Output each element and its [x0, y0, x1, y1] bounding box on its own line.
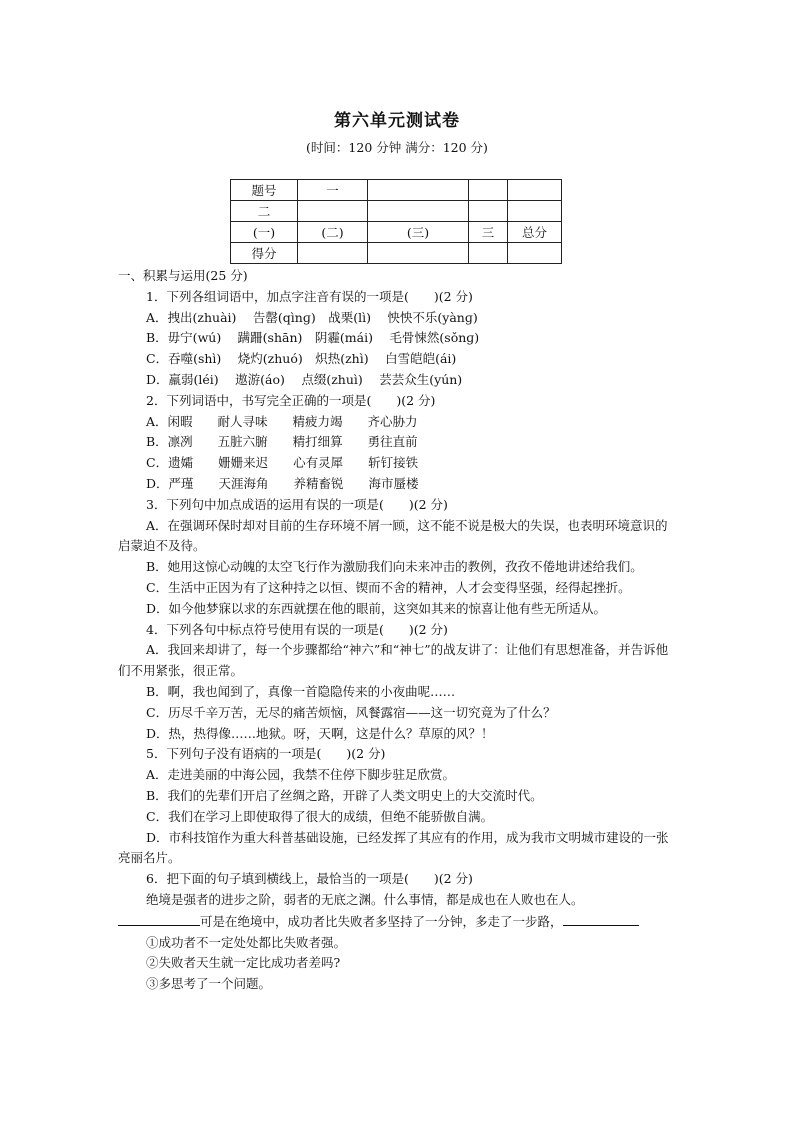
question-5-option-b: B．我们的先辈们开启了丝绸之路，开辟了人类文明史上的大交流时代。 [146, 787, 543, 803]
exam-content [118, 266, 676, 995]
table-cell: 三 [469, 222, 508, 243]
table-row [231, 243, 562, 264]
table-row [231, 201, 562, 222]
section-heading: 一、积累与运用(25 分) [118, 268, 248, 283]
question-2-stem: 2．下列词语中，书写完全正确的一项是( )(2 分) [146, 392, 436, 408]
answer-blank[interactable] [118, 911, 200, 926]
question-4-option-c: C．历尽千辛万苦，无尽的痛苦烦恼，风餐露宿——这一切究竟为了什么？ [146, 704, 556, 720]
table-cell [368, 243, 469, 264]
table-cell: 总分 [508, 222, 562, 243]
table-cell: (二) [298, 222, 368, 243]
question-6-stem: 6．把下面的句子填到横线上，最恰当的一项是( )(2 分) [146, 871, 473, 887]
question-2-option-b: B．凛冽 五脏六腑 精打细算 勇往直前 [146, 434, 418, 450]
table-cell [368, 201, 469, 222]
question-1-option-a: A．拽出(zhuài) 告罄(qìnɡ) 战栗(lì) 怏怏不乐(yànɡ) [146, 309, 478, 325]
question-3-option-c: C．生活中正因为有了这种持之以恒、锲而不舍的精神，人才会变得坚强，经得起挫折。 [146, 579, 631, 595]
question-1-stem: 1．下列各组词语中，加点字注音有误的一项是( )(2 分) [146, 288, 473, 304]
exam-subtitle: (时间：120 分钟 满分：120 分) [306, 140, 488, 155]
question-6-item-1: ①成功者不一定处处都比失败者强。 [146, 934, 347, 950]
question-6-item-2: ②失败者天生就一定比成功者差吗? [146, 955, 341, 971]
question-6-passage: 绝境是强者的进步之阶，弱者的无底之渊。什么事情，都是成也在人败也在人。 [146, 891, 584, 907]
question-4-option-b: B．啊，我也闻到了，真像一首隐隐传来的小夜曲呢…… [146, 683, 456, 699]
table-cell [469, 180, 508, 201]
question-1-option-c: C．吞噬(shì) 烧灼(zhuó) 炽热(zhì) 白雪皑皑(ái) [146, 351, 457, 367]
table-cell [508, 201, 562, 222]
question-5-option-a: A．走进美丽的中海公园，我禁不住停下脚步驻足欣赏。 [146, 767, 456, 783]
table-cell: 题号 [231, 180, 298, 201]
question-6-item-3: ③多思考了一个问题。 [146, 976, 272, 992]
question-5-stem: 5．下列句子没有语病的一项是( )(2 分) [146, 746, 386, 762]
table-cell [368, 180, 469, 201]
question-3-option-d: D．如今他梦寐以求的东西就摆在他的眼前，这突如其来的惊喜让他有些无所适从。 [146, 600, 607, 616]
table-cell [298, 201, 368, 222]
table-cell: (三) [368, 222, 469, 243]
table-cell [508, 180, 562, 201]
table-cell [469, 243, 508, 264]
table-cell: (一) [231, 222, 298, 243]
question-4-option-a: A．我回来却讲了，每一个步骤都给“神六”和“神七”的战友讲了：让他们有思想准备，并告诉他们不用紧张，很正常。 [118, 642, 669, 679]
question-4-option-d: D．热，热得像……地狱。呀，天啊，这是什么？草原的风？！ [146, 725, 494, 741]
question-2-option-a: A．闲暇 耐人寻味 精疲力竭 齐心胁力 [146, 413, 418, 429]
question-6-passage-mid: 可是在绝境中，成功者比失败者多坚持了一分钟，多走了一步路， [200, 913, 563, 929]
question-2-option-d: D．严瑾 天涯海角 养精畜锐 海市蜃楼 [146, 475, 419, 491]
table-row [231, 222, 562, 243]
question-3-stem: 3．下列句中加点成语的运用有误的一项是( )(2 分) [146, 496, 448, 512]
table-row [231, 180, 562, 201]
table-cell: 二 [231, 201, 298, 222]
exam-title: 第六单元测试卷 [334, 111, 460, 131]
question-3-option-a: A．在强调环保时却对目前的生存环境不屑一顾，这不能不说是极大的失误，也表明环境意识的启蒙迫不及待。 [118, 517, 668, 554]
question-5-option-d: D．市科技馆作为重大科普基础设施，已经发挥了其应有的作用，成为我市文明城市建设的一张亮丽名片。 [118, 829, 669, 866]
question-2-option-c: C．遗孀 姗姗来迟 心有灵犀 斩钉接铁 [146, 455, 419, 471]
table-cell: 得分 [231, 243, 298, 264]
question-1-option-d: D．羸弱(léi) 遨游(áo) 点缀(zhuì) 芸芸众生(yún) [146, 371, 463, 387]
score-table [230, 179, 562, 264]
table-cell [298, 243, 368, 264]
question-1-option-b: B．毋宁(wú) 蹒跚(shān) 阴霾(mái) 毛骨悚然(sǒnɡ) [146, 330, 480, 346]
table-cell: 一 [298, 180, 368, 201]
table-cell [469, 201, 508, 222]
question-4-stem: 4．下列各句中标点符号使用有误的一项是( )(2 分) [146, 621, 448, 637]
question-6-fill-line [118, 911, 676, 933]
answer-blank[interactable] [563, 911, 639, 926]
table-cell [508, 243, 562, 264]
question-3-option-b: B．她用这惊心动魄的太空飞行作为激励我们向未来冲击的教例，孜孜不倦地讲述给我们。 [146, 559, 643, 575]
question-5-option-c: C．我们在学习上即使取得了很大的成绩，但绝不能骄傲自满。 [146, 808, 494, 824]
